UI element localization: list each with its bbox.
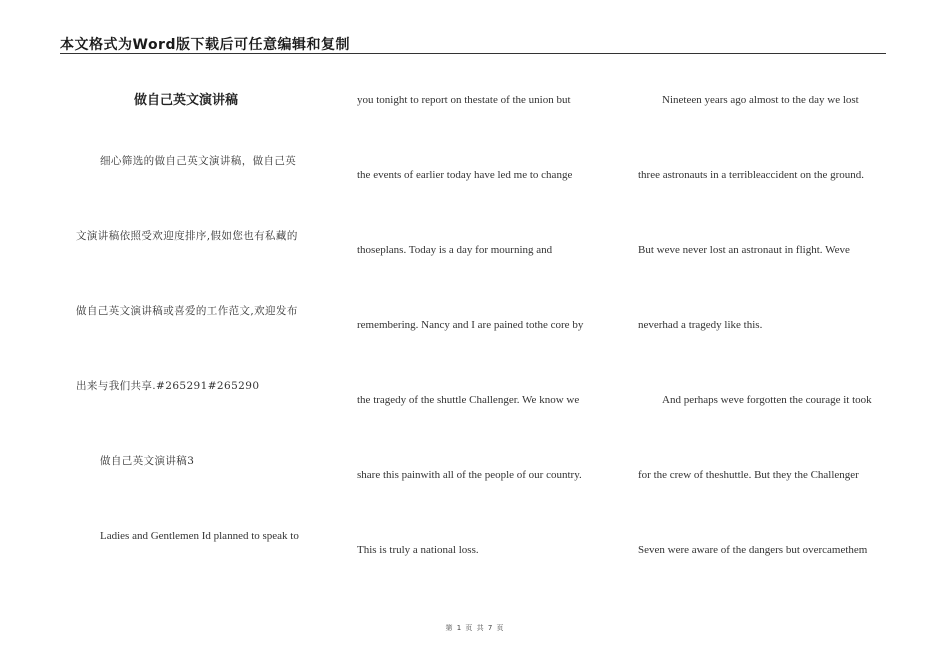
paragraph-line: Ladies and Gentlemen Id planned to speak to — [100, 530, 299, 542]
paragraph-line: thoseplans. Today is a day for mourning and — [357, 244, 553, 256]
section-heading: 做自己英文演讲稿3 — [100, 455, 195, 467]
paragraph-line: 文演讲稿依照受欢迎度排序,假如您也有私藏的 — [76, 230, 298, 242]
paragraph-line: three astronauts in a terribleaccident on the ground. — [638, 169, 865, 181]
document-header: 本文格式为Word版下载后可任意编辑和复制 — [60, 37, 350, 53]
paragraph-line: you tonight to report on thestate of the union but — [357, 94, 571, 106]
document-title: 做自己英文演讲稿 — [134, 93, 239, 108]
paragraph-line: And perhaps weve forgotten the courage it took — [662, 394, 872, 406]
paragraph-line: share this painwith all of the people of our country. — [357, 469, 582, 481]
header-divider — [60, 53, 886, 54]
paragraph-line: Seven were aware of the dangers but overcamethem — [638, 544, 868, 556]
paragraph-line: the events of earlier today have led me to change — [357, 169, 573, 181]
paragraph-line: This is truly a national loss. — [357, 544, 479, 556]
paragraph-line: for the crew of theshuttle. But they the Challenger — [638, 469, 859, 481]
paragraph-line: 做自己英文演讲稿或喜爱的工作范文,欢迎发布 — [76, 305, 298, 317]
paragraph-line: 出来与我们共享.#265291#265290 — [76, 380, 260, 392]
page-number: 第 1 页 共 7 页 — [445, 624, 505, 632]
paragraph-line: But weve never lost an astronaut in flight. Weve — [638, 244, 850, 256]
paragraph-line: the tragedy of the shuttle Challenger. We know we — [357, 394, 580, 406]
paragraph-line: neverhad a tragedy like this. — [638, 319, 763, 331]
paragraph-line: 细心筛选的做自己英文演讲稿，做自己英 — [100, 155, 297, 167]
paragraph-line: Nineteen years ago almost to the day we lost — [662, 94, 859, 106]
paragraph-line: remembering. Nancy and I are pained tothe core by — [357, 319, 584, 331]
